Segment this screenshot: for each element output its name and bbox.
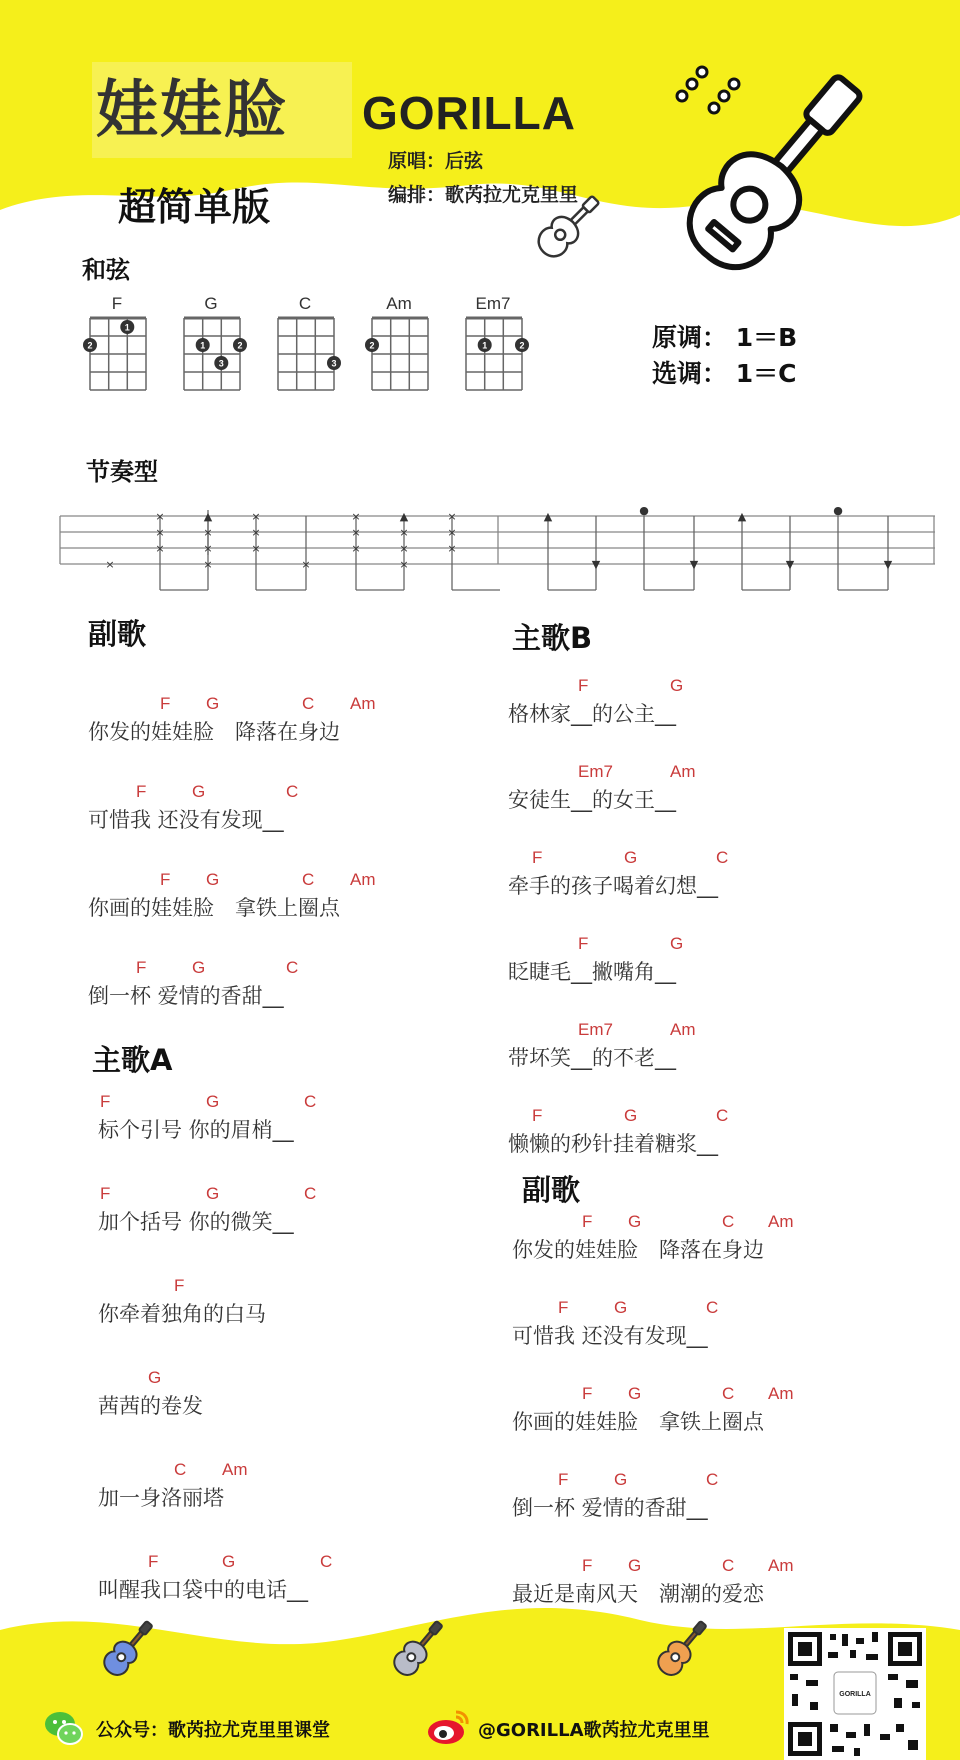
chord-label: G bbox=[206, 870, 220, 889]
chord-label: F bbox=[136, 782, 147, 801]
chord-diagram-c bbox=[276, 294, 346, 406]
chord-label: F bbox=[582, 1384, 593, 1403]
chord-diagram-f bbox=[88, 294, 158, 406]
chord-label: G bbox=[148, 1368, 162, 1387]
wechat-account: 公众号：歌芮拉尤克里里课堂 bbox=[96, 1720, 330, 1741]
svg-text:×: × bbox=[105, 558, 115, 571]
rhythm-section-title: 节奏型 bbox=[86, 458, 158, 486]
lyric-text: 你画的娃娃脸 拿铁上圈点 bbox=[88, 896, 340, 920]
chord-row bbox=[508, 848, 908, 872]
chord-label: Am bbox=[222, 1460, 248, 1479]
svg-text:1: 1 bbox=[200, 340, 206, 351]
arranger: 编排：歌芮拉尤克里里 bbox=[388, 184, 579, 206]
qr-brand-text: GORILLA bbox=[839, 1691, 871, 1698]
lyric-text: 你发的娃娃脸 降落在身边 bbox=[512, 1238, 764, 1262]
svg-text:▼: ▼ bbox=[689, 558, 699, 571]
chord-label: C bbox=[716, 1106, 729, 1125]
chord-label: Am bbox=[768, 1384, 794, 1403]
chord-name: F bbox=[111, 294, 123, 313]
chord-row bbox=[508, 934, 908, 958]
song-subtitle: 超简单版 bbox=[118, 185, 271, 229]
original-singer: 原唱：后弦 bbox=[388, 150, 484, 172]
svg-text:×: × bbox=[203, 526, 213, 539]
lyric-text: 加一身洛丽塔 bbox=[98, 1486, 224, 1510]
svg-text:×: × bbox=[203, 558, 213, 571]
chord-label: F bbox=[100, 1092, 111, 1111]
lyric-line bbox=[98, 1552, 478, 1616]
chord-label: G bbox=[670, 934, 684, 953]
chord-row bbox=[512, 1212, 912, 1236]
lyric-text: 懒懒的秒针挂着糖浆__ bbox=[508, 1132, 718, 1156]
chord-label: G bbox=[624, 1106, 638, 1125]
lyric-text: 可惜我 还没有发现__ bbox=[512, 1324, 708, 1348]
chord-row bbox=[508, 762, 908, 786]
chorus1-title: 副歌 bbox=[88, 617, 147, 651]
svg-text:3: 3 bbox=[331, 358, 337, 369]
svg-text:▼: ▼ bbox=[785, 558, 795, 571]
chord-label: F bbox=[578, 934, 589, 953]
svg-text:×: × bbox=[301, 558, 311, 571]
chord-row bbox=[512, 1556, 912, 1580]
chord-label: G bbox=[614, 1470, 628, 1489]
chord-name: Am bbox=[386, 294, 412, 313]
chord-row bbox=[88, 694, 468, 718]
svg-text:×: × bbox=[203, 542, 213, 555]
fretboard-grid bbox=[276, 316, 346, 406]
chord-label: G bbox=[222, 1552, 236, 1571]
lyric-line bbox=[508, 676, 908, 740]
chord-row bbox=[88, 958, 468, 982]
svg-text:2: 2 bbox=[237, 340, 243, 351]
chord-label: F bbox=[174, 1276, 185, 1295]
lyric-line bbox=[88, 958, 468, 1022]
chord-row bbox=[98, 1368, 478, 1392]
chorus2-title: 副歌 bbox=[522, 1173, 581, 1207]
chord-diagram-em7 bbox=[464, 294, 534, 406]
chord-label: F bbox=[136, 958, 147, 977]
svg-text:×: × bbox=[251, 510, 261, 523]
brand-logo: GORILLA bbox=[362, 87, 576, 139]
chord-label: C bbox=[706, 1470, 719, 1489]
chord-label: C bbox=[716, 848, 729, 867]
strumming-pattern-tab bbox=[60, 504, 935, 594]
chord-label: C bbox=[302, 694, 315, 713]
chord-label: C bbox=[722, 1384, 735, 1403]
svg-text:×: × bbox=[155, 510, 165, 523]
chord-row bbox=[98, 1552, 478, 1576]
fretboard-grid bbox=[182, 316, 252, 406]
svg-text:×: × bbox=[351, 510, 361, 523]
svg-text:▲: ▲ bbox=[203, 510, 213, 523]
weibo-icon bbox=[426, 1706, 472, 1746]
chord-label: G bbox=[206, 694, 220, 713]
lyric-text: 叫醒我口袋中的电话__ bbox=[98, 1578, 308, 1602]
lyric-text: 格林家__的公主__ bbox=[508, 702, 676, 726]
chord-label: G bbox=[192, 958, 206, 977]
chord-diagram-am bbox=[370, 294, 440, 406]
lyric-line bbox=[508, 762, 908, 826]
selected-key: 选调： 1＝C bbox=[652, 359, 797, 388]
chord-label: G bbox=[670, 676, 684, 695]
lyric-text: 标个引号 你的眉梢__ bbox=[98, 1118, 294, 1142]
svg-text:2: 2 bbox=[369, 340, 375, 351]
chord-label: C bbox=[174, 1460, 187, 1479]
chord-label: Am bbox=[670, 762, 696, 781]
chord-name: Em7 bbox=[475, 294, 511, 313]
svg-text:×: × bbox=[155, 526, 165, 539]
svg-text:●: ● bbox=[833, 504, 843, 517]
lyric-text: 你画的娃娃脸 拿铁上圈点 bbox=[512, 1410, 764, 1434]
chord-label: F bbox=[532, 848, 543, 867]
svg-text:×: × bbox=[351, 542, 361, 555]
chord-label: C bbox=[706, 1298, 719, 1317]
chord-row bbox=[512, 1384, 912, 1408]
chord-label: F bbox=[558, 1470, 569, 1489]
chord-label: Am bbox=[768, 1212, 794, 1231]
chord-label: C bbox=[722, 1556, 735, 1575]
chord-label: G bbox=[628, 1384, 642, 1403]
chord-label: G bbox=[628, 1556, 642, 1575]
svg-text:3: 3 bbox=[218, 358, 224, 369]
svg-text:▲: ▲ bbox=[737, 510, 747, 523]
chord-label: F bbox=[582, 1212, 593, 1231]
svg-text:×: × bbox=[447, 542, 457, 555]
lyric-line bbox=[88, 694, 468, 758]
chord-label: Am bbox=[768, 1556, 794, 1575]
verse-b-title: 主歌B bbox=[512, 621, 593, 655]
orange-ukulele-icon bbox=[648, 1616, 718, 1680]
lyric-text: 倒一杯 爱情的香甜__ bbox=[512, 1496, 708, 1520]
blue-ukulele-icon bbox=[94, 1616, 164, 1680]
chord-label: F bbox=[582, 1556, 593, 1575]
chord-label: G bbox=[206, 1184, 220, 1203]
svg-text:×: × bbox=[447, 526, 457, 539]
chord-label: C bbox=[304, 1184, 317, 1203]
chord-label: G bbox=[614, 1298, 628, 1317]
chord-row bbox=[88, 782, 468, 806]
svg-text:2: 2 bbox=[519, 340, 525, 351]
gray-ukulele-icon bbox=[384, 1616, 454, 1680]
lyric-line bbox=[98, 1460, 478, 1524]
lyric-line bbox=[508, 934, 908, 998]
lyric-line bbox=[508, 1020, 908, 1084]
original-key: 原调： 1＝B bbox=[652, 323, 798, 352]
ukulele-illustration-icon bbox=[662, 58, 902, 286]
svg-text:2: 2 bbox=[87, 340, 93, 351]
svg-text:●: ● bbox=[639, 504, 649, 517]
chord-label: F bbox=[160, 694, 171, 713]
svg-text:▲: ▲ bbox=[543, 510, 553, 523]
lyric-text: 眨睫毛__撇嘴角__ bbox=[508, 960, 676, 984]
chord-row bbox=[508, 1020, 908, 1044]
fretboard-grid bbox=[88, 316, 158, 406]
chord-row bbox=[98, 1184, 478, 1208]
chord-label: G bbox=[624, 848, 638, 867]
lyric-text: 加个括号 你的微笑__ bbox=[98, 1210, 294, 1234]
svg-text:×: × bbox=[155, 542, 165, 555]
lyric-line bbox=[508, 848, 908, 912]
chord-label: Am bbox=[350, 870, 376, 889]
svg-text:×: × bbox=[399, 558, 409, 571]
lyric-text: 安徒生__的女王__ bbox=[508, 788, 676, 812]
lyric-text: 茜茜的卷发 bbox=[98, 1394, 203, 1418]
small-ukulele-icon bbox=[526, 188, 610, 266]
chord-label: Am bbox=[350, 694, 376, 713]
lyric-line bbox=[98, 1092, 478, 1156]
chord-label: F bbox=[532, 1106, 543, 1125]
lyric-line bbox=[512, 1212, 912, 1276]
svg-text:×: × bbox=[251, 542, 261, 555]
svg-text:▼: ▼ bbox=[591, 558, 601, 571]
chords-section-title: 和弦 bbox=[82, 256, 130, 284]
svg-text:×: × bbox=[399, 542, 409, 555]
lyric-line bbox=[98, 1184, 478, 1248]
chord-row bbox=[98, 1460, 478, 1484]
svg-text:×: × bbox=[447, 510, 457, 523]
chord-label: F bbox=[100, 1184, 111, 1203]
svg-text:×: × bbox=[251, 526, 261, 539]
qr-code-icon bbox=[784, 1628, 926, 1760]
fretboard-grid bbox=[464, 316, 534, 406]
chord-row bbox=[512, 1298, 912, 1322]
chord-label: F bbox=[148, 1552, 159, 1571]
lyric-line bbox=[512, 1470, 912, 1534]
chord-row bbox=[88, 870, 468, 894]
svg-text:1: 1 bbox=[124, 322, 130, 333]
chord-label: Em7 bbox=[578, 762, 613, 781]
chord-diagram-g bbox=[182, 294, 252, 406]
chord-label: C bbox=[304, 1092, 317, 1111]
chord-row bbox=[512, 1470, 912, 1494]
svg-text:×: × bbox=[351, 526, 361, 539]
wechat-icon bbox=[44, 1708, 84, 1748]
chord-label: C bbox=[320, 1552, 333, 1571]
chord-label: F bbox=[578, 676, 589, 695]
chord-label: Em7 bbox=[578, 1020, 613, 1039]
song-title: 娃娃脸 bbox=[96, 73, 289, 146]
chord-label: C bbox=[286, 782, 299, 801]
lyric-line bbox=[512, 1384, 912, 1448]
lyric-text: 你发的娃娃脸 降落在身边 bbox=[88, 720, 340, 744]
chord-label: Am bbox=[670, 1020, 696, 1039]
lyric-text: 带坏笑__的不老__ bbox=[508, 1046, 676, 1070]
chord-label: G bbox=[206, 1092, 220, 1111]
lyric-line bbox=[88, 870, 468, 934]
chord-row bbox=[508, 1106, 908, 1130]
lyric-line bbox=[88, 782, 468, 846]
chord-row bbox=[508, 676, 908, 700]
lyric-text: 最近是南风天 潮潮的爱恋 bbox=[512, 1582, 764, 1606]
lyric-line bbox=[98, 1276, 478, 1340]
chord-name: G bbox=[204, 294, 218, 313]
verse-a-title: 主歌A bbox=[92, 1043, 173, 1077]
lyric-line bbox=[512, 1298, 912, 1362]
chord-row bbox=[98, 1092, 478, 1116]
lyric-text: 可惜我 还没有发现__ bbox=[88, 808, 284, 832]
lyric-text: 你牵着独角的白马 bbox=[98, 1302, 266, 1326]
lyric-line bbox=[508, 1106, 908, 1170]
lyric-line bbox=[98, 1368, 478, 1432]
chord-label: G bbox=[192, 782, 206, 801]
chord-label: C bbox=[286, 958, 299, 977]
lyric-text: 倒一杯 爱情的香甜__ bbox=[88, 984, 284, 1008]
svg-text:▼: ▼ bbox=[883, 558, 893, 571]
weibo-account: @GORILLA歌芮拉尤克里里 bbox=[478, 1720, 710, 1741]
chord-label: F bbox=[160, 870, 171, 889]
lyric-text: 牵手的孩子喝着幻想__ bbox=[508, 874, 718, 898]
chord-label: C bbox=[302, 870, 315, 889]
chord-label: C bbox=[722, 1212, 735, 1231]
svg-text:×: × bbox=[399, 526, 409, 539]
svg-text:1: 1 bbox=[482, 340, 488, 351]
fretboard-grid bbox=[370, 316, 440, 406]
chord-name: C bbox=[298, 294, 312, 313]
lyric-line bbox=[512, 1556, 912, 1620]
chord-label: G bbox=[628, 1212, 642, 1231]
chord-label: F bbox=[558, 1298, 569, 1317]
chord-row bbox=[98, 1276, 478, 1300]
svg-text:▲: ▲ bbox=[399, 510, 409, 523]
